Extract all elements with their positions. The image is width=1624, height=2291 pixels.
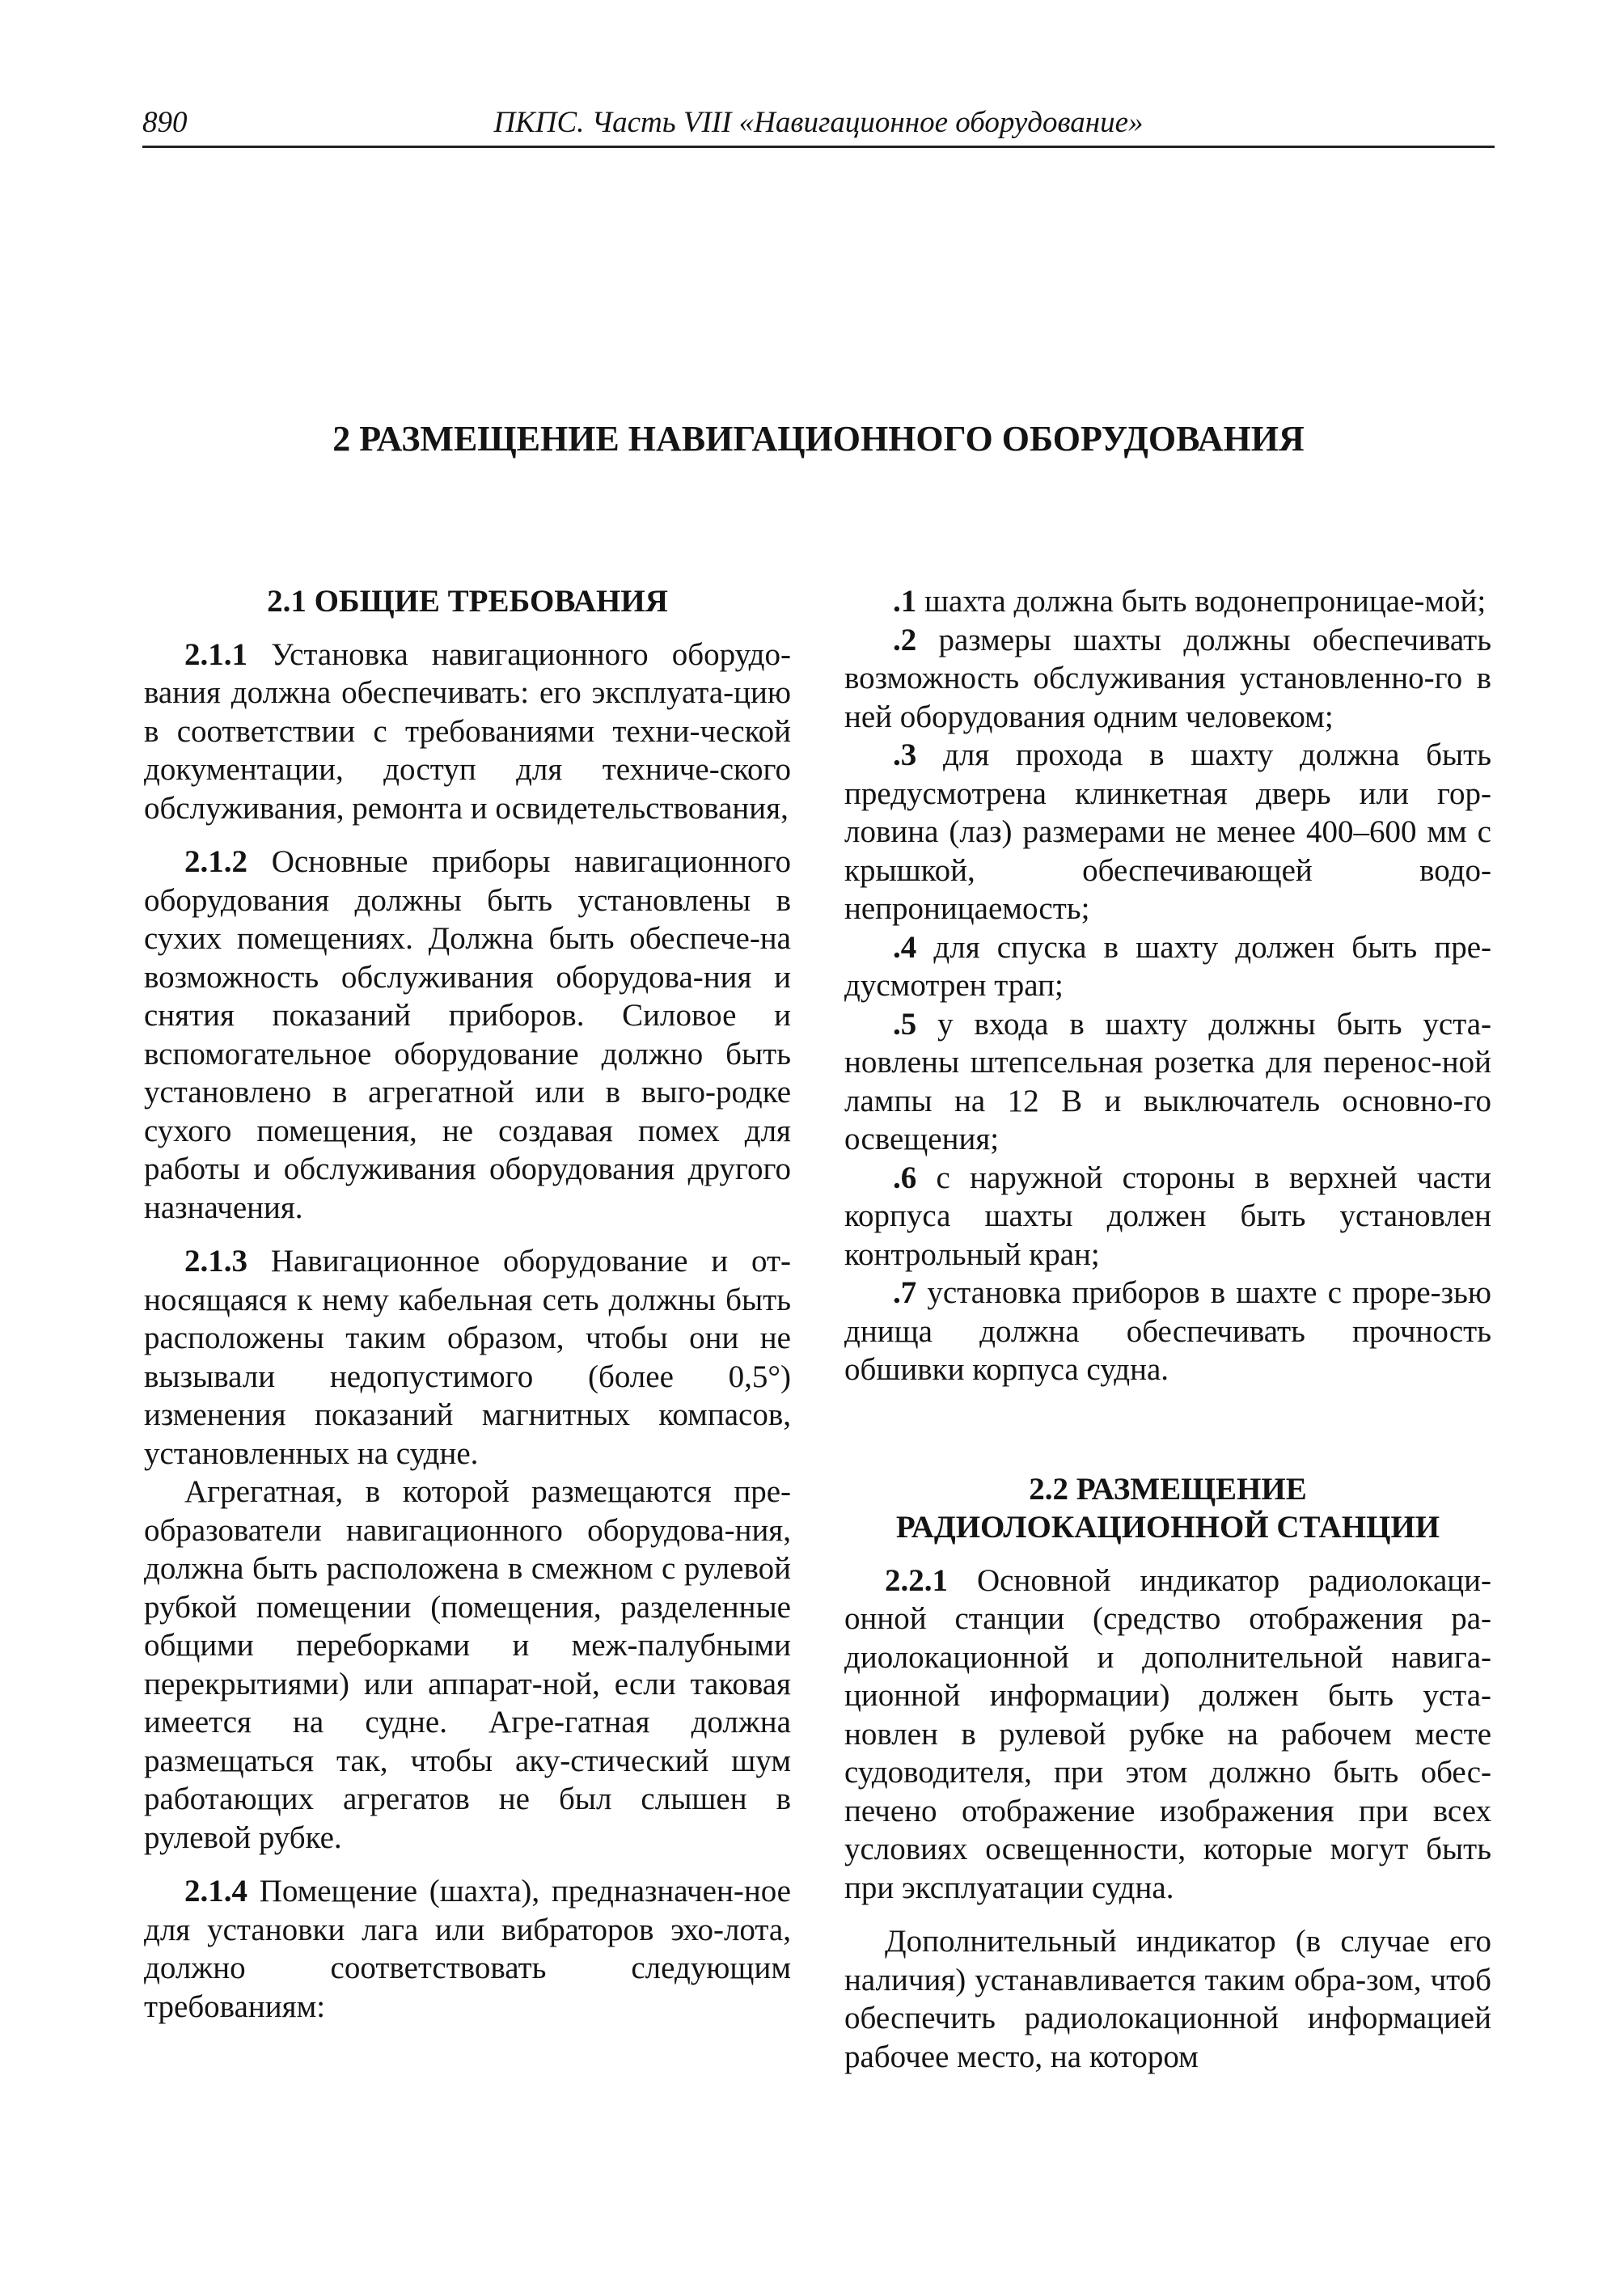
section-title-2-1: 2.1 ОБЩИЕ ТРЕБОВАНИЯ [267, 584, 668, 619]
list-item-6 [844, 1159, 1491, 1274]
item-text: с наружной стороны в верхней части корпуса шахты должен быть установлен контрольный кран; [844, 1160, 1491, 1272]
paragraph-text: Основные приборы навигационного оборудования должны быть установлены в сухих помещениях. Должна быть обеспече-на возможность обслуживания оборудова-ния и снятия показаний приборов. Силовое и вспомогательное оборудование должно быть установлено в агрегатной или в выго-родке сухого помещения, не создавая помех для работы и обслуживания оборудования другого назначения. [144, 844, 792, 1225]
list-item-7 [844, 1274, 1491, 1389]
list-item-5 [844, 1005, 1491, 1159]
item-number: .4 [893, 929, 917, 965]
item-number: .3 [893, 738, 917, 772]
paragraph-2-1-3-continued [144, 1473, 791, 1857]
clause-number: 2.1.4 [184, 1874, 247, 1908]
item-number: .7 [893, 1275, 917, 1310]
list-item-1 [844, 582, 1491, 621]
list-item-4 [844, 928, 1491, 1005]
item-text: установка приборов в шахте с проре-зью днища должна обеспечивать прочность обшивки корпуса судна. [844, 1275, 1491, 1387]
item-number: .5 [893, 1006, 917, 1042]
list-item-2 [844, 621, 1491, 737]
paragraph-2-1-3 [144, 1242, 791, 1473]
page-number: 890 [142, 106, 188, 139]
paragraph-2-2-1-continued [844, 1922, 1491, 2076]
item-text: для спуска в шахту должен быть пре-дусмотрен трап; [844, 929, 1491, 1003]
paragraph-text: Агрегатная, в которой размещаются пре-образователи навигационного оборудова-ния, должна быть расположена в смежном с рулевой рубкой помещении (помещения, разделенные общими переборками и меж-палубными перекрытиями) или аппарат-ной, если таковая имеется на судне. Агре-гатная должна размещаться так, чтобы аку-стический шум работающих агрегатов не был слышен в рулевой рубке. [144, 1474, 791, 1855]
paragraph-text: Основной индикатор радиолокаци-онной станции (средство отображения ра-диолокационной и дополнительной навига-ционной информации) должен быть уста-новлен в рулевой рубке на рабочем месте судоводителя, при этом должно быть обес-печено отображение изображения при всех условиях освещенности, которые могут быть при эксплуатации судна. [844, 1562, 1492, 1905]
paragraph-text: Установка навигационного оборудо-вания должна обеспечивать: его эксплуата-цию в соответствии с требованиями техни-ческой документации, доступ для техниче-ского обслуживания, ремонта и освидетельствования, [144, 636, 791, 826]
section-title-line-2: РАДИОЛОКАЦИОННОЙ СТАНЦИИ [895, 1510, 1440, 1545]
item-text: для прохода в шахту должна быть предусмотрена клинкетная дверь или гор-ловина (лаз) размерами не менее 400–600 мм с крышкой, обеспечивающей водо-непроницаемость; [844, 738, 1492, 926]
clause-number: 2.1.2 [184, 844, 247, 879]
paragraph-2-2-1 [844, 1562, 1491, 1908]
left-column [144, 582, 791, 2026]
clause-number: 2.2.1 [885, 1562, 948, 1598]
item-number: .6 [893, 1160, 917, 1195]
section-title-2-2 [844, 1470, 1491, 1547]
section-title-line-1: 2.2 РАЗМЕЩЕНИЕ [1029, 1471, 1307, 1507]
right-column [844, 582, 1491, 2076]
paragraph-2-1-1 [144, 636, 791, 828]
item-text: у входа в шахту должны быть уста-новлены штепсельная розетка для перенос-ной лампы на 12 В и выключатель основно-го освещения; [844, 1006, 1492, 1156]
paragraph-text: Помещение (шахта), предназначен-ное для установки лага или вибраторов эхо-лота, должно соответствовать следующим требованиям: [144, 1874, 791, 2024]
paragraph-2-1-4 [144, 1872, 791, 2026]
item-number: .2 [893, 622, 917, 657]
clause-number: 2.1.1 [184, 636, 247, 672]
paragraph-text: Навигационное оборудование и от-носящаяся к нему кабельная сеть должны быть расположены таким образом, чтобы они не вызывали недопустимого (более 0,5°) изменения показаний магнитных компасов, установленных на судне. [144, 1244, 792, 1471]
running-header [142, 105, 1495, 148]
list-item-3 [844, 736, 1491, 928]
paragraph-2-1-2 [144, 843, 791, 1227]
item-text: размеры шахты должны обеспечивать возможность обслуживания установленно-го в ней оборудования одним человеком; [844, 622, 1491, 734]
item-number: .1 [893, 584, 917, 619]
running-title: ПКПС. Часть VIII «Навигационное оборудование» [493, 106, 1144, 139]
chapter-title: 2 РАЗМЕЩЕНИЕ НАВИГАЦИОННОГО ОБОРУДОВАНИЯ [332, 419, 1305, 459]
item-text: шахта должна быть водонепроницае-мой; [924, 584, 1487, 619]
clause-number: 2.1.3 [184, 1244, 247, 1279]
paragraph-text: Дополнительный индикатор (в случае его наличия) устанавливается таким обра-зом, чтоб обеспечить радиолокационной информацией рабочее место, на котором [844, 1924, 1491, 2074]
